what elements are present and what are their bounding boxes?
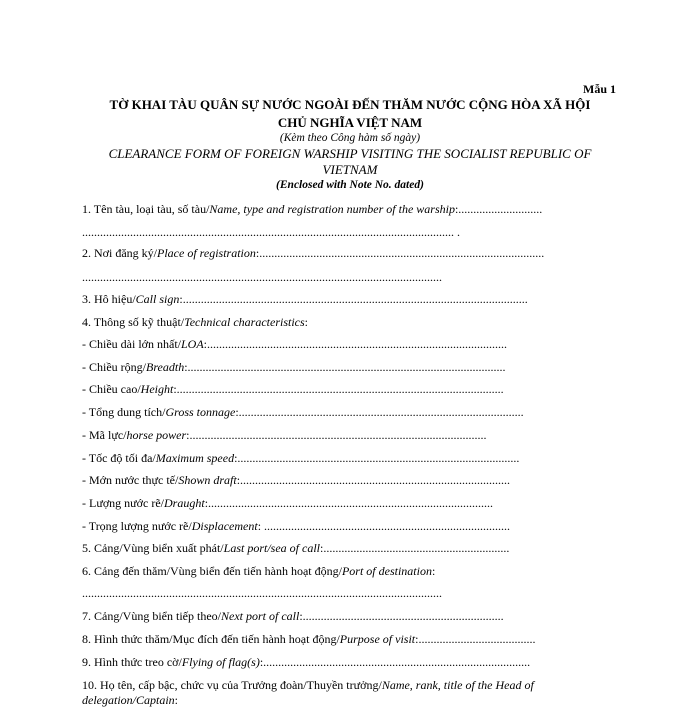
field-3-blank[interactable]: :...................................................................................................................: [179, 292, 528, 306]
field-4a-label-en: LOA: [181, 337, 204, 351]
field-10-head-of-delegation: [82, 678, 534, 692]
field-9-flag: [82, 655, 530, 669]
field-10-continuation: [82, 693, 178, 707]
field-4f-label-en: Maximum speed: [155, 451, 235, 465]
field-4d-label-vn: - Tổng dung tích/: [82, 405, 166, 419]
field-2-registration: [82, 246, 544, 260]
field-4-horse-power: [82, 428, 487, 442]
field-2-continuation: [82, 270, 442, 284]
field-1-blank[interactable]: :............................: [454, 202, 543, 216]
field-8-label-en: Purpose of visit: [339, 632, 416, 646]
field-9-label-vn: 9. Hình thức treo cờ/: [82, 655, 182, 669]
field-4-shown-draft: [82, 473, 510, 487]
field-6-destination: [82, 564, 435, 578]
field-9-label-en: Flying of flag(s): [181, 655, 260, 669]
field-4-label-vn: 4. Thông số kỹ thuật/: [82, 315, 185, 329]
field-4a-label-vn: - Chiều dài lớn nhất/: [82, 337, 181, 351]
field-4e-label-en: horse power: [126, 428, 187, 442]
field-10-label-vn: 10. Họ tên, cấp bậc, chức vụ của Trưởng đoàn/Thuyền trưởng/: [82, 678, 382, 692]
field-4f-label-vn: - Tốc độ tối đa/: [82, 451, 156, 465]
field-4b-label-vn: - Chiều rộng/: [82, 360, 146, 374]
field-4-technical: [82, 315, 308, 329]
field-4c-label-vn: - Chiều cao/: [82, 382, 141, 396]
field-4-displacement: [82, 519, 510, 533]
field-6-label-vn: 6. Cảng đến thăm/Vùng biển đến tiến hành hoạt động/: [82, 564, 342, 578]
field-1-blank-cont[interactable]: ............................................................................................................................ .: [82, 225, 460, 239]
field-6-label-en: Port of destination: [341, 564, 432, 578]
field-4b-label-en: Breadth: [146, 360, 185, 374]
field-4h-blank[interactable]: :...............................................................................................: [204, 496, 494, 510]
field-6-colon: :: [431, 564, 436, 578]
field-7-label-vn: 7. Cảng/Vùng biển tiếp theo/: [82, 609, 221, 623]
field-4g-label-en: Shown draft: [178, 473, 237, 487]
field-4-gross-tonnage: [82, 405, 524, 419]
field-3-label-en: Call sign: [135, 292, 180, 306]
field-1-continuation: [82, 225, 460, 239]
title-vietnamese-line2: CHỦ NGHĨA VIỆT NAM: [277, 115, 423, 130]
field-10-colon: :: [174, 693, 179, 707]
field-1-ship-name: [82, 202, 542, 216]
field-4-breadth: [82, 360, 506, 374]
field-4a-blank[interactable]: :....................................................................................................: [203, 337, 508, 351]
field-4h-label-en: Draught: [164, 496, 205, 510]
field-5-blank[interactable]: :..............................................................: [320, 541, 510, 555]
field-4d-blank[interactable]: :...............................................................................................: [235, 405, 524, 419]
field-4e-label-vn: - Mã lực/: [82, 428, 127, 442]
field-6-blank-cont[interactable]: ........................................................................................................................: [82, 586, 442, 600]
field-4d-label-en: Gross tonnage: [165, 405, 236, 419]
field-4g-blank[interactable]: :..........................................................................................: [236, 473, 511, 487]
field-1-label-en: Name, type and registration number of the warship: [209, 202, 455, 216]
field-4c-label-en: Height: [140, 382, 174, 396]
field-8-purpose: [82, 632, 535, 646]
field-4h-label-vn: - Lượng nước rẽ/: [82, 496, 165, 510]
field-8-blank[interactable]: :.......................................: [415, 632, 536, 646]
field-8-label-vn: 8. Hình thức thăm/Mục đích đến tiến hành hoạt động/: [82, 632, 340, 646]
field-3-label-vn: 3. Hô hiệu/: [82, 292, 136, 306]
field-5-label-vn: 5. Cảng/Vùng biển xuất phát/: [82, 541, 224, 555]
field-4-label-en: Technical characteristics: [184, 315, 305, 329]
field-10-label-en-cont: delegation/Captain: [82, 693, 175, 707]
field-7-blank[interactable]: :...................................................................: [299, 609, 504, 623]
attachment-note-vietnamese: (Kèm theo Công hàm số ngày): [279, 132, 421, 144]
field-4e-blank[interactable]: :...................................................................................................: [186, 428, 487, 442]
field-4c-blank[interactable]: :.............................................................................................................: [173, 382, 504, 396]
field-7-label-en: Next port of call: [220, 609, 300, 623]
title-english-line2: VIETNAM: [322, 162, 378, 177]
field-4i-blank[interactable]: : ..................................................................................: [257, 519, 511, 533]
field-4-loa: [82, 337, 507, 351]
field-5-label-en: Last port/sea of call: [223, 541, 320, 555]
field-4g-label-vn: - Mớn nước thực tế/: [82, 473, 179, 487]
field-7-next-port: [82, 609, 504, 623]
field-1-label-vn: 1. Tên tàu, loại tàu, số tàu/: [82, 202, 210, 216]
title-english-line1: CLEARANCE FORM OF FOREIGN WARSHIP VISITING THE SOCIALIST REPUBLIC OF: [108, 146, 592, 161]
field-2-label-vn: 2. Nơi đăng ký/: [82, 246, 158, 260]
field-6-continuation: [82, 586, 442, 600]
field-4i-label-vn: - Trọng lượng nước rẽ/: [82, 519, 192, 533]
field-4-height: [82, 382, 504, 396]
field-2-blank-cont[interactable]: ........................................................................................................................: [82, 270, 442, 284]
field-4-colon: :: [304, 315, 309, 329]
form-number: Mẫu 1: [583, 82, 616, 96]
title-vietnamese-line1: TỜ KHAI TÀU QUÂN SỰ NƯỚC NGOÀI ĐẾN THĂM NƯỚC CỘNG HÒA XÃ HỘI: [109, 97, 591, 112]
field-4b-blank[interactable]: :..........................................................................................................: [184, 360, 506, 374]
field-2-blank[interactable]: :...............................................................................................: [255, 246, 545, 260]
attachment-note-english: (Enclosed with Note No. dated): [276, 179, 424, 191]
field-5-last-port: [82, 541, 509, 555]
field-4-draught: [82, 496, 493, 510]
field-4i-label-en: Displacement: [191, 519, 258, 533]
field-4-max-speed: [82, 451, 519, 465]
field-4f-blank[interactable]: :..............................................................................................: [234, 451, 520, 465]
field-2-label-en: Place of registration: [157, 246, 256, 260]
field-9-blank[interactable]: :.........................................................................................: [259, 655, 531, 669]
field-3-call-sign: [82, 292, 528, 306]
field-10-label-en: Name, rank, title of the Head of: [381, 678, 534, 692]
